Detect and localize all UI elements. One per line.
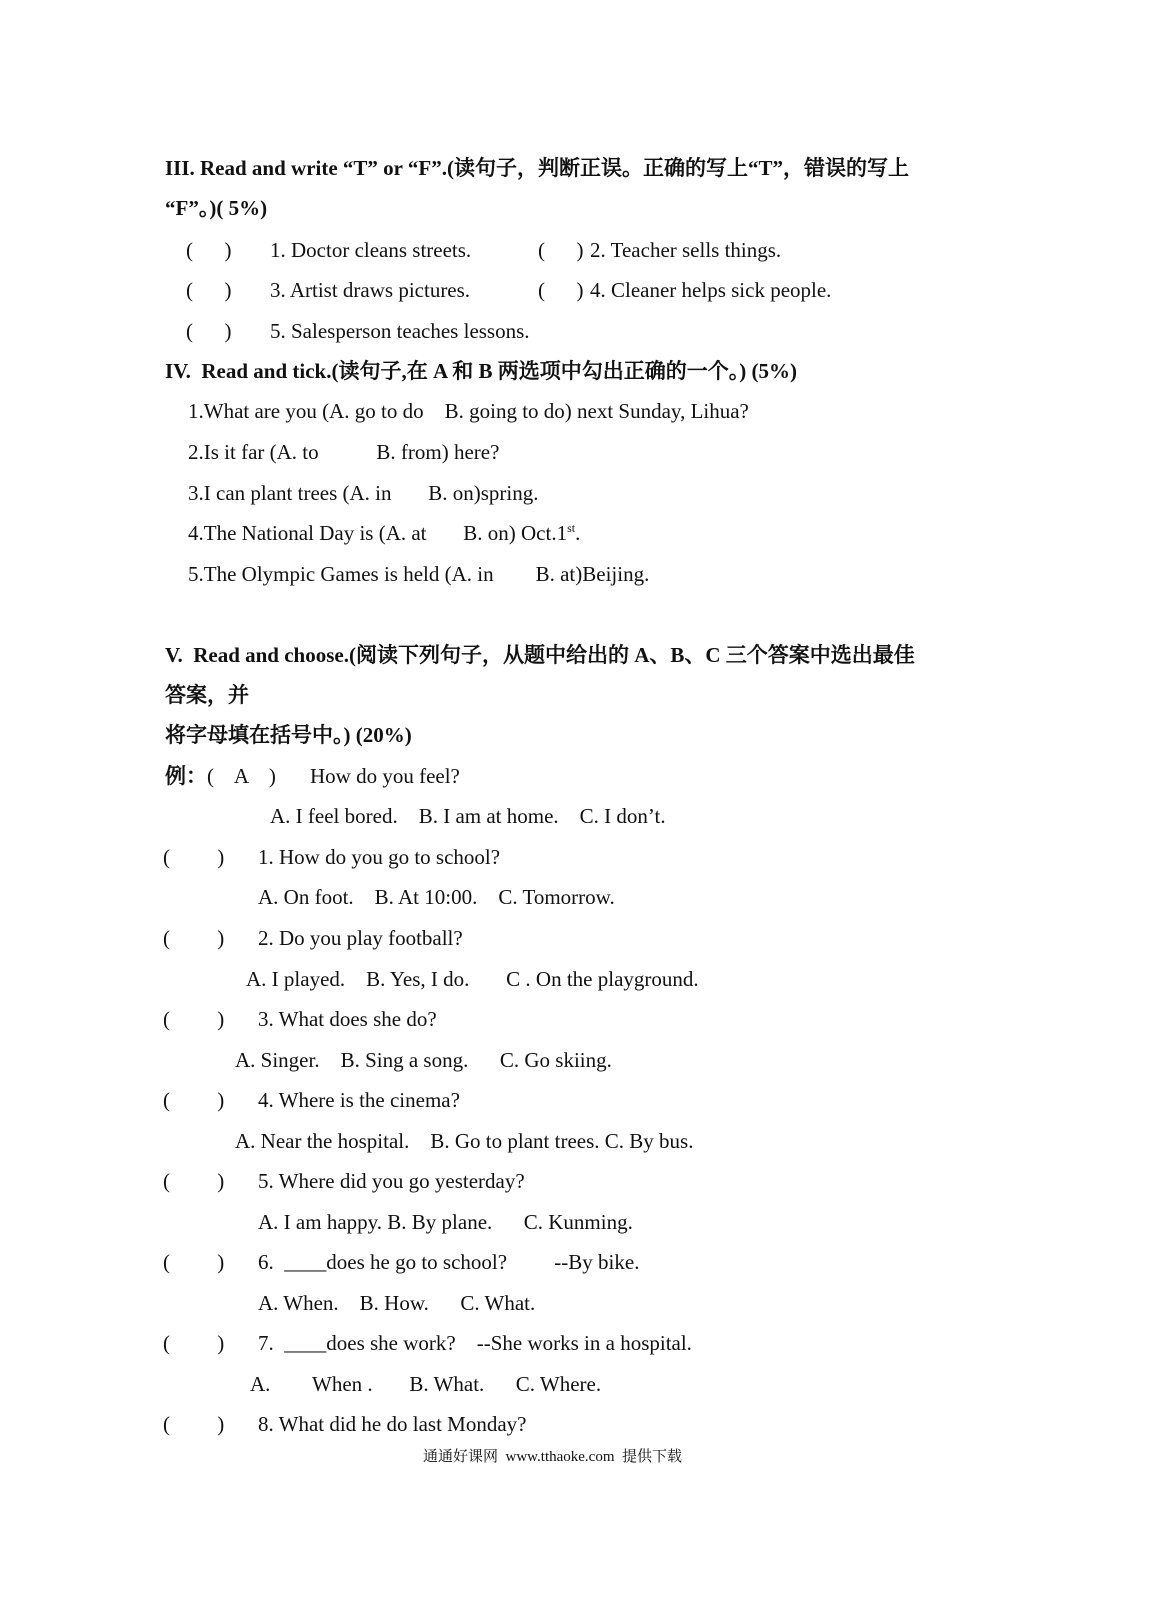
example-answer-blank: ( A ) [207, 764, 276, 788]
example-label: 例： [165, 764, 207, 788]
options-text: A. I am happy. B. By plane. C. Kunming. [258, 1210, 633, 1234]
answer-blank[interactable]: ( ) [186, 319, 232, 343]
question-text: 4. Where is the cinema? [258, 1088, 460, 1112]
options-text: A. When . B. What. C. Where. [250, 1372, 602, 1396]
question-text: 3. Artist draws pictures. [270, 278, 471, 302]
section5-title-line1: V. Read and choose.(阅读下列句子，从题中给出的 A、B、C 三个答案中选出最佳 [165, 643, 915, 667]
options-text: A. When. B. How. C. What. [258, 1291, 536, 1315]
question-text: 5. Salesperson teaches lessons. [270, 319, 530, 343]
answer-blank[interactable]: ( ) [163, 1088, 225, 1112]
options-text: A. On foot. B. At 10:00. C. Tomorrow. [258, 885, 615, 909]
answer-blank[interactable]: ( ) [163, 1250, 225, 1274]
answer-blank[interactable]: ( ) [163, 1169, 225, 1193]
answer-blank[interactable]: ( ) [186, 278, 232, 302]
section5-title-line2: 答案，并 [165, 683, 249, 707]
answer-blank[interactable]: ( ) [163, 845, 225, 869]
answer-blank[interactable]: ( ) [538, 278, 584, 302]
example-options: A. I feel bored. B. I am at home. C. I don’t. [270, 804, 666, 828]
question-text: 5. Where did you go yesterday? [258, 1169, 525, 1193]
question-text [188, 520, 580, 546]
question-text: 3.I can plant trees (A. in B. on)spring. [188, 481, 539, 505]
answer-blank[interactable]: ( ) [163, 1007, 225, 1031]
question-text: 7. ____does she work? --She works in a hospital. [258, 1331, 692, 1355]
answer-blank[interactable]: ( ) [163, 926, 225, 950]
question-text: 5.The Olympic Games is held (A. in B. at)Beijing. [188, 562, 650, 586]
footer-source: 通通好课网 www.tthaoke.com 提供下载 [423, 1449, 682, 1465]
options-text: A. Singer. B. Sing a song. C. Go skiing. [235, 1048, 612, 1072]
question-text: 1. How do you go to school? [258, 845, 501, 869]
options-text: A. I played. B. Yes, I do. C . On the playground. [246, 967, 699, 991]
example-question: How do you feel? [310, 764, 460, 788]
question-text: 2. Do you play football? [258, 926, 463, 950]
ordinal-suffix: st [567, 521, 576, 535]
question-text: 2.Is it far (A. to B. from) here? [188, 440, 500, 464]
options-text: A. Near the hospital. B. Go to plant trees. C. By bus. [235, 1129, 694, 1153]
question-text: 3. What does she do? [258, 1007, 437, 1031]
section3-title-line1: III. Read and write “T” or “F”.(读句子，判断正误。正确的写上“T”，错误的写上 [165, 156, 909, 180]
answer-blank[interactable]: ( ) [538, 238, 584, 262]
section4-title: IV. Read and tick.(读句子,在 A 和 B 两选项中勾出正确的一个。) (5%) [165, 359, 797, 383]
question-text: 8. What did he do last Monday? [258, 1412, 527, 1436]
question-text: 6. ____does he go to school? --By bike. [258, 1250, 640, 1274]
question-text-main: 4.The National Day is (A. at B. on) Oct.1 [188, 521, 568, 545]
question-text: 4. Cleaner helps sick people. [590, 278, 832, 302]
question-text: 2. Teacher sells things. [590, 238, 782, 262]
section3-title-line2: “F”。)( 5%) [165, 196, 268, 220]
question-text: 1. Doctor cleans streets. [270, 238, 472, 262]
answer-blank[interactable]: ( ) [163, 1412, 225, 1436]
answer-blank[interactable]: ( ) [163, 1331, 225, 1355]
answer-blank[interactable]: ( ) [186, 238, 232, 262]
section5-title-line3: 将字母填在括号中。) (20%) [165, 723, 412, 747]
question-text-end: . [575, 521, 581, 545]
question-text: 1.What are you (A. go to do B. going to do) next Sunday, Lihua? [188, 399, 749, 423]
